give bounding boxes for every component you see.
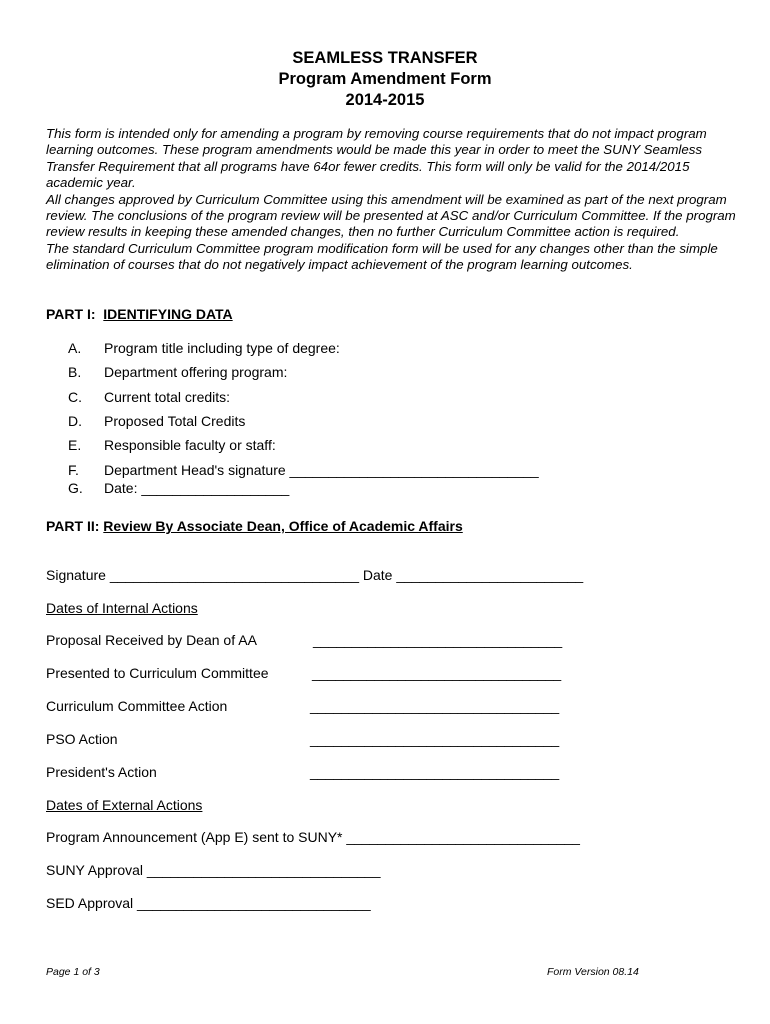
signature-date-line[interactable]: Signature ________________________________ Date ________________________ <box>46 567 584 583</box>
item-letter: B. <box>68 364 82 380</box>
external-action-line[interactable]: SUNY Approval ______________________________ <box>46 862 381 878</box>
external-actions-heading: Dates of External Actions <box>46 797 203 813</box>
internal-actions-heading: Dates of Internal Actions <box>46 600 198 616</box>
internal-action-label: PSO Action <box>46 731 118 747</box>
department-head-signature-field[interactable]: Department Head's signature ________________________________ <box>104 462 539 478</box>
internal-action-label: President's Action <box>46 764 157 780</box>
internal-action-label: Curriculum Committee Action <box>46 698 228 714</box>
page-number: Page 1 of 3 <box>46 966 100 978</box>
item-text: Responsible faculty or staff: <box>104 437 276 453</box>
item-text: Department offering program: <box>104 364 288 380</box>
form-title <box>0 48 770 111</box>
external-action-line[interactable]: SED Approval ______________________________ <box>46 895 371 911</box>
part1-heading <box>46 306 233 322</box>
title-line-3: 2014-2015 <box>345 91 425 109</box>
external-action-line[interactable]: Program Announcement (App E) sent to SUNY* ______________________________ <box>46 829 580 845</box>
item-text: Program title including type of degree: <box>104 340 340 356</box>
internal-action-line[interactable]: ________________________________ <box>310 764 560 780</box>
item-text: Current total credits: <box>104 389 231 405</box>
internal-action-line[interactable]: ________________________________ <box>312 665 562 681</box>
internal-action-line[interactable]: ________________________________ <box>310 731 560 747</box>
item-letter: D. <box>68 413 82 429</box>
form-version: Form Version 08.14 <box>547 966 639 978</box>
item-text: Proposed Total Credits <box>104 413 246 429</box>
internal-action-label: Presented to Curriculum Committee <box>46 665 269 681</box>
internal-action-line[interactable]: ________________________________ <box>313 632 563 648</box>
internal-action-label: Proposal Received by Dean of AA <box>46 632 257 648</box>
intro-paragraph-1: This form is intended only for amending a program by removing course requirements that do not impact program learning outcomes. These program amendments would be made this year in order to meet the SUNY Seamless Transfer Requirement that all programs have 64or fewer credits. This form will only be valid for the 2014/2015 academic year. <box>46 126 707 191</box>
item-letter: F. <box>68 462 79 478</box>
part1-title: IDENTIFYING DATA <box>103 306 233 322</box>
title-line-1: SEAMLESS TRANSFER <box>292 49 478 67</box>
title-line-2: Program Amendment Form <box>278 70 492 88</box>
date-field[interactable]: Date: ___________________ <box>104 480 290 496</box>
intro-text <box>46 126 736 274</box>
intro-paragraph-3: The standard Curriculum Committee program modification form will be used for any changes other than the simple elimination of courses that do not negatively impact achievement of the program learning outcomes. <box>46 240 718 273</box>
intro-paragraph-2: All changes approved by Curriculum Committee using this amendment will be examined as part of the next program review. The conclusions of the program review will be presented at ASC and/or Curriculum Committee. If the program review results in keeping these amended changes, then no further Curriculum Committee action is required. <box>46 191 736 240</box>
part2-label: PART II: <box>46 518 100 534</box>
part2-heading <box>46 518 463 534</box>
internal-action-line[interactable]: ________________________________ <box>310 698 560 714</box>
item-letter: E. <box>68 437 82 453</box>
item-letter: C. <box>68 389 82 405</box>
item-letter: G. <box>68 480 83 496</box>
item-letter: A. <box>68 340 82 356</box>
part1-label: PART I: <box>46 306 96 322</box>
part2-title: Review By Associate Dean, Office of Academic Affairs <box>103 518 463 534</box>
